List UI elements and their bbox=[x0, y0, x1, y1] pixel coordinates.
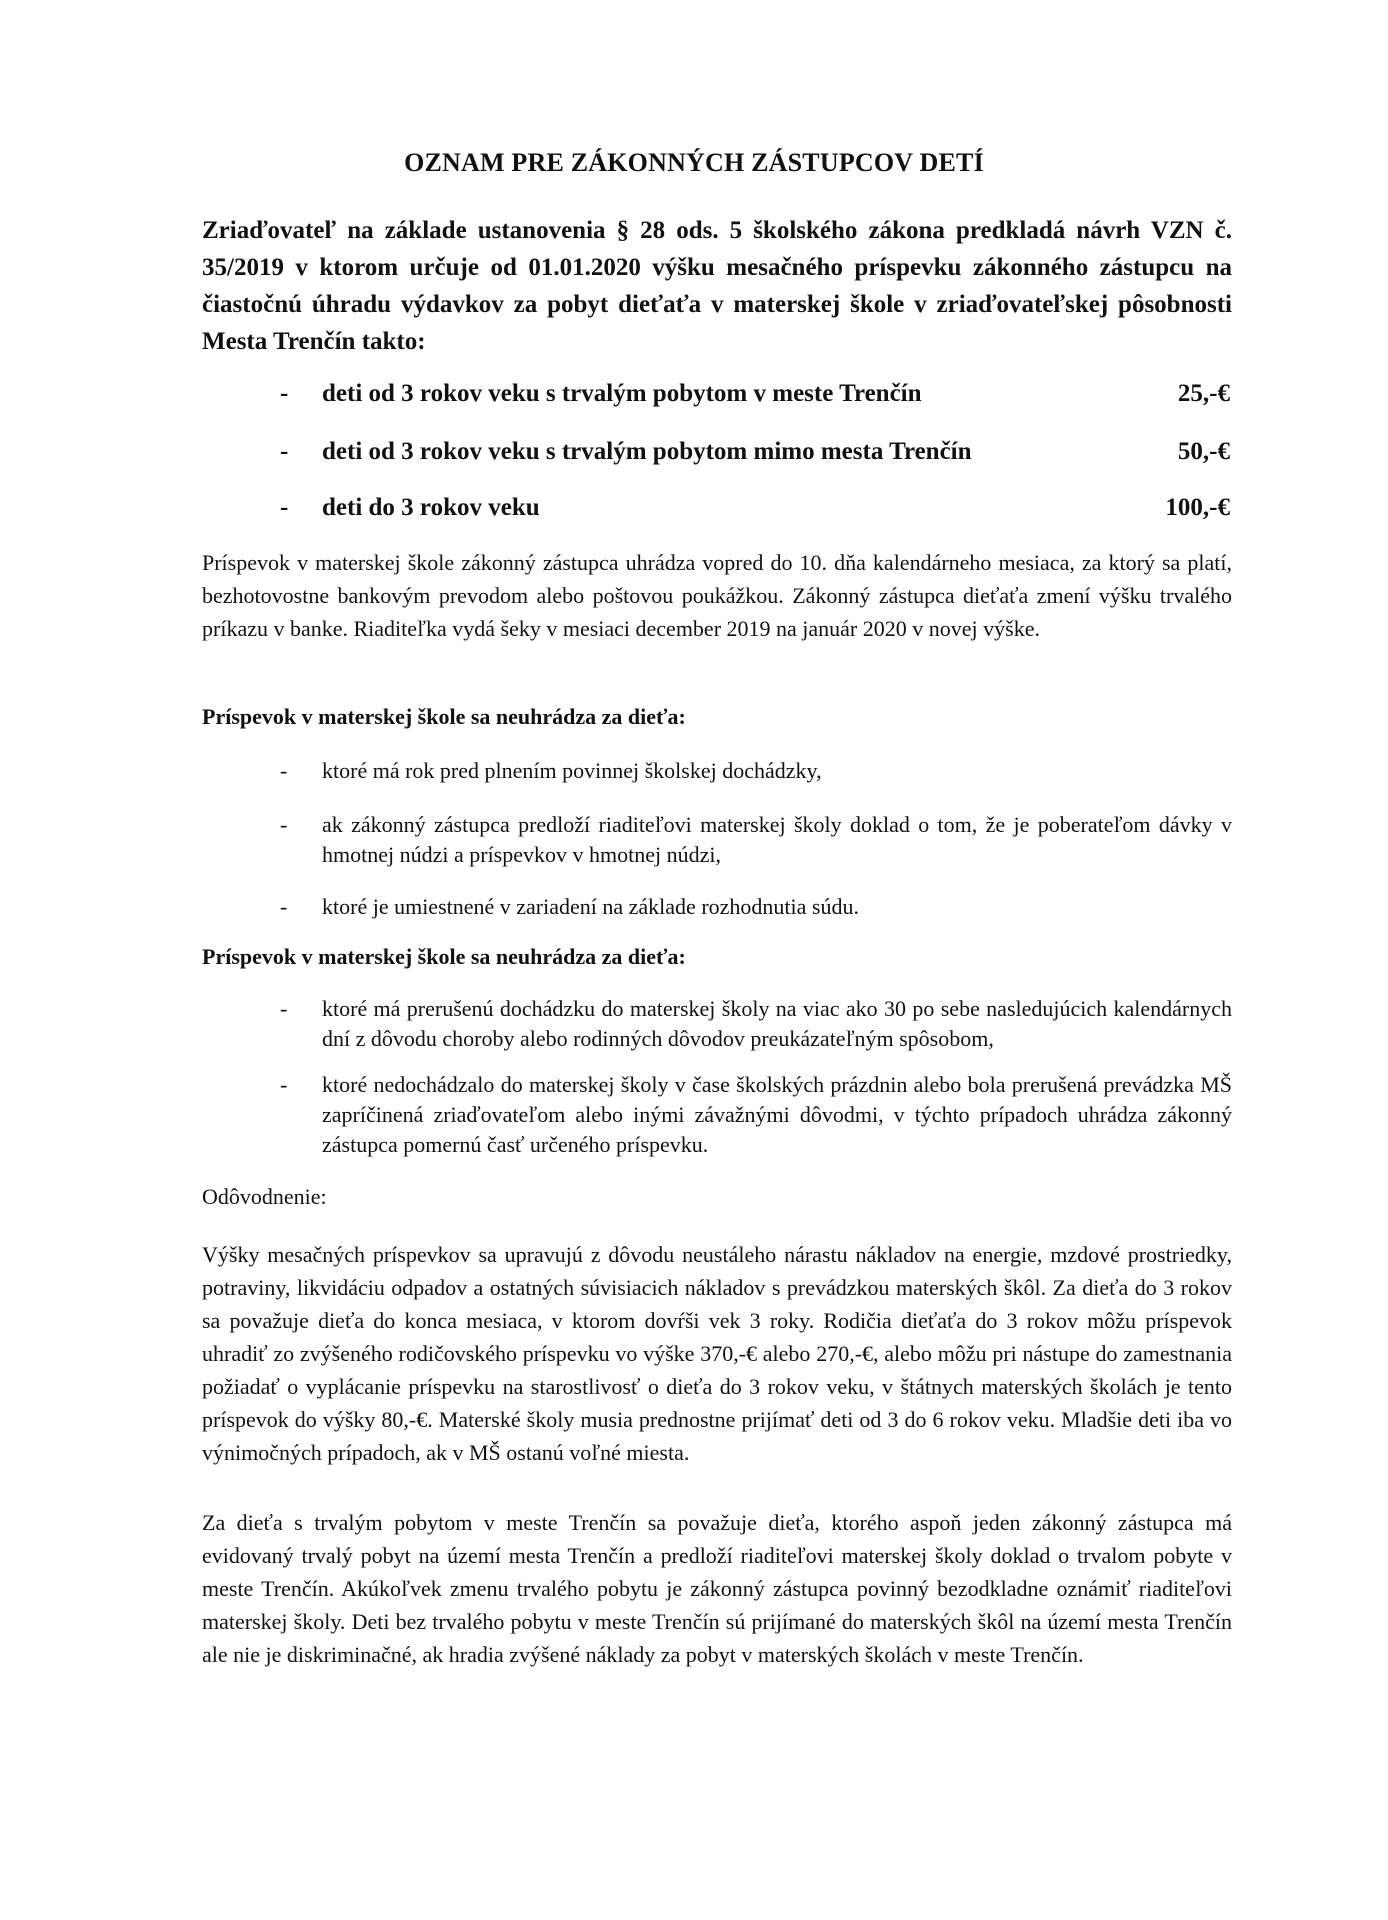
list-item-text: ak zákonný zástupca predloží riaditeľovi materskej školy doklad o tom, že je poberateľom dávky v hmotnej núdzi a príspevkov v hmotnej núdzi, bbox=[322, 812, 1232, 867]
list-dash: - bbox=[280, 1072, 288, 1097]
fee-label: deti do 3 rokov veku bbox=[322, 494, 540, 521]
list-item bbox=[280, 994, 1232, 1054]
justification-paragraph: Výšky mesačných príspevkov sa upravujú z dôvodu neustáleho nárastu nákladov na energie, mzdové prostriedky, potraviny, likvidáciu odpadov a ostatných súvisiacich nákladov s prevádzkou materských škôl. Za dieťa do 3 rokov sa považuje dieťa do konca mesiaca, v ktorom dovŕši vek 3 roky. Rodičia dieťaťa do 3 rokov môžu príspevok uhradiť zo zvýšeného rodičovského príspevku vo výške 370,-€ alebo 270,-€, alebo môžu pri nástupe do zamestnania požiadať o vyplácanie príspevku na starostlivosť o dieťa do 3 rokov veku, v štátnych materských školách je tento príspevok do výšky 80,-€. Materské školy musia prednostne prijímať deti od 3 do 6 rokov veku. Mladšie deti iba vo výnimočných prípadoch, ak v MŠ ostanú voľné miesta. bbox=[202, 1242, 1232, 1465]
list-dash: - bbox=[280, 996, 288, 1021]
list-item-text: ktoré nedochádzalo do materskej školy v čase školských prázdnin alebo bola prerušená prevádzka MŠ zapríčinená zriaďovateľom alebo inými závažnými dôvodmi, v týchto prípadoch uhrádza zákonný zástupca pomernú časť určeného príspevku. bbox=[322, 1072, 1232, 1157]
list-item-text: ktoré má rok pred plnením povinnej školskej dochádzky, bbox=[322, 758, 822, 783]
fee-row bbox=[280, 438, 1230, 472]
intro-paragraph: Zriaďovateľ na základe ustanovenia § 28 ods. 5 školského zákona predkladá návrh VZN č. 35/2019 v ktorom určuje od 01.01.2020 výšku mesačného príspevku zákonného zástupcu na čiastočnú úhradu výdavkov za pobyt dieťaťa v materskej škole v zriaďovateľskej pôsobnosti Mesta Trenčín takto: bbox=[202, 217, 1232, 355]
residence-paragraph: Za dieťa s trvalým pobytom v meste Trenčín sa považuje dieťa, ktorého aspoň jeden zákonný zástupca má evidovaný trvalý pobyt na území mesta Trenčín a predloží riaditeľovi materskej školy doklad o trvalom pobyte v meste Trenčín. Akúkoľvek zmenu trvalého pobytu je zákonný zástupca povinný bezodkladne oznámiť riaditeľovi materskej školy. Deti bez trvalého pobytu v meste Trenčín sú prijímané do materských škôl na území mesta Trenčín ale nie je diskriminačné, ak hradia zvýšené náklady za pobyt v materských školách v meste Trenčín. bbox=[202, 1510, 1232, 1667]
list-dash: - bbox=[280, 894, 288, 919]
list-item bbox=[280, 810, 1232, 870]
list-item bbox=[280, 892, 1232, 922]
fee-amount: 100,-€ bbox=[1165, 494, 1230, 521]
fee-amount: 25,-€ bbox=[1177, 380, 1230, 407]
list-dash: - bbox=[280, 494, 289, 521]
fee-label: deti od 3 rokov veku s trvalým pobytom v meste Trenčín bbox=[322, 380, 922, 407]
fee-label: deti od 3 rokov veku s trvalým pobytom mimo mesta Trenčín bbox=[322, 438, 972, 465]
list-dash: - bbox=[280, 758, 288, 783]
list-dash: - bbox=[280, 438, 289, 465]
list-item bbox=[280, 1070, 1232, 1160]
document-title: OZNAM PRE ZÁKONNÝCH ZÁSTUPCOV DETÍ bbox=[404, 148, 984, 177]
section-heading: Príspevok v materskej škole sa neuhrádza za dieťa: bbox=[202, 944, 686, 969]
list-item bbox=[280, 756, 1232, 786]
list-item-text: ktoré má prerušenú dochádzku do materskej školy na viac ako 30 po sebe nasledujúcich kalendárnych dní z dôvodu choroby alebo rodinných dôvodov preukázateľným spôsobom, bbox=[322, 996, 1232, 1051]
section-heading: Príspevok v materskej škole sa neuhrádza za dieťa: bbox=[202, 704, 686, 729]
fee-row bbox=[280, 380, 1230, 414]
fee-row bbox=[280, 494, 1230, 528]
payment-paragraph: Príspevok v materskej škole zákonný zástupca uhrádza vopred do 10. dňa kalendárneho mesiaca, za ktorý sa platí, bezhotovostne bankovým prevodom alebo poštovou poukážkou. Zákonný zástupca dieťaťa zmení výšku trvalého príkazu v banke. Riaditeľka vydá šeky v mesiaci december 2019 na január 2020 v novej výške. bbox=[202, 550, 1232, 641]
list-dash: - bbox=[280, 380, 289, 407]
list-dash: - bbox=[280, 812, 288, 837]
fee-amount: 50,-€ bbox=[1177, 438, 1230, 465]
list-item-text: ktoré je umiestnené v zariadení na základe rozhodnutia súdu. bbox=[322, 894, 859, 919]
justification-label: Odôvodnenie: bbox=[202, 1184, 327, 1209]
